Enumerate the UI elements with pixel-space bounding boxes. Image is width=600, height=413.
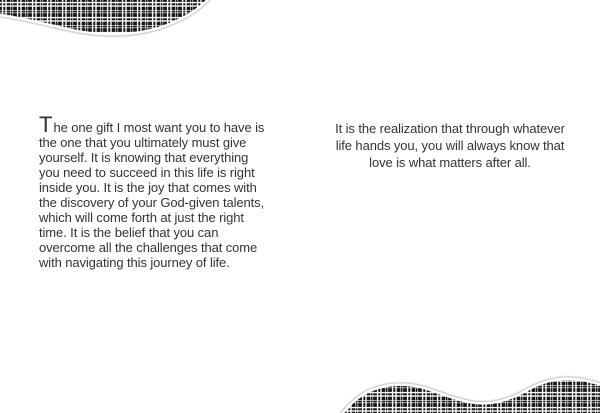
text-line: life hands you, you will always know that <box>335 138 565 153</box>
text-line: time. It is the belief that you can <box>39 225 219 240</box>
text-line: you need to succeed in this life is right <box>39 165 255 180</box>
text-line: overcome all the challenges that come <box>39 240 258 255</box>
left-page-text <box>39 112 289 270</box>
text-line: love is what matters after all. <box>369 155 531 170</box>
text-line-rest: he one gift I most want you to have is <box>53 120 265 135</box>
text-line: which will come forth at just the right <box>39 210 244 225</box>
plaid-top-left-shadow <box>0 0 216 33</box>
text-line: It is the realization that through whatever <box>335 121 565 136</box>
plaid-bottom-right <box>336 380 600 413</box>
text-line <box>39 112 289 137</box>
text-line: the discovery of your God-given talents, <box>39 195 265 210</box>
plaid-top-left-outline <box>0 0 216 33</box>
plaid-bottom-right-shadow <box>336 380 600 413</box>
plaid-top-left-fill <box>0 0 216 33</box>
right-page-text <box>306 120 594 171</box>
text-line: yourself. It is knowing that everything <box>39 150 249 165</box>
plaid-bottom-right-fill <box>336 380 600 413</box>
text-line: with navigating this journey of life. <box>39 255 230 270</box>
plaid-bottom-right-outline <box>336 380 600 413</box>
drop-cap-initial: T <box>39 112 53 137</box>
text-line: the one that you ultimately must give <box>39 135 247 150</box>
text-line: inside you. It is the joy that comes with <box>39 180 257 195</box>
plaid-top-left <box>0 0 216 33</box>
